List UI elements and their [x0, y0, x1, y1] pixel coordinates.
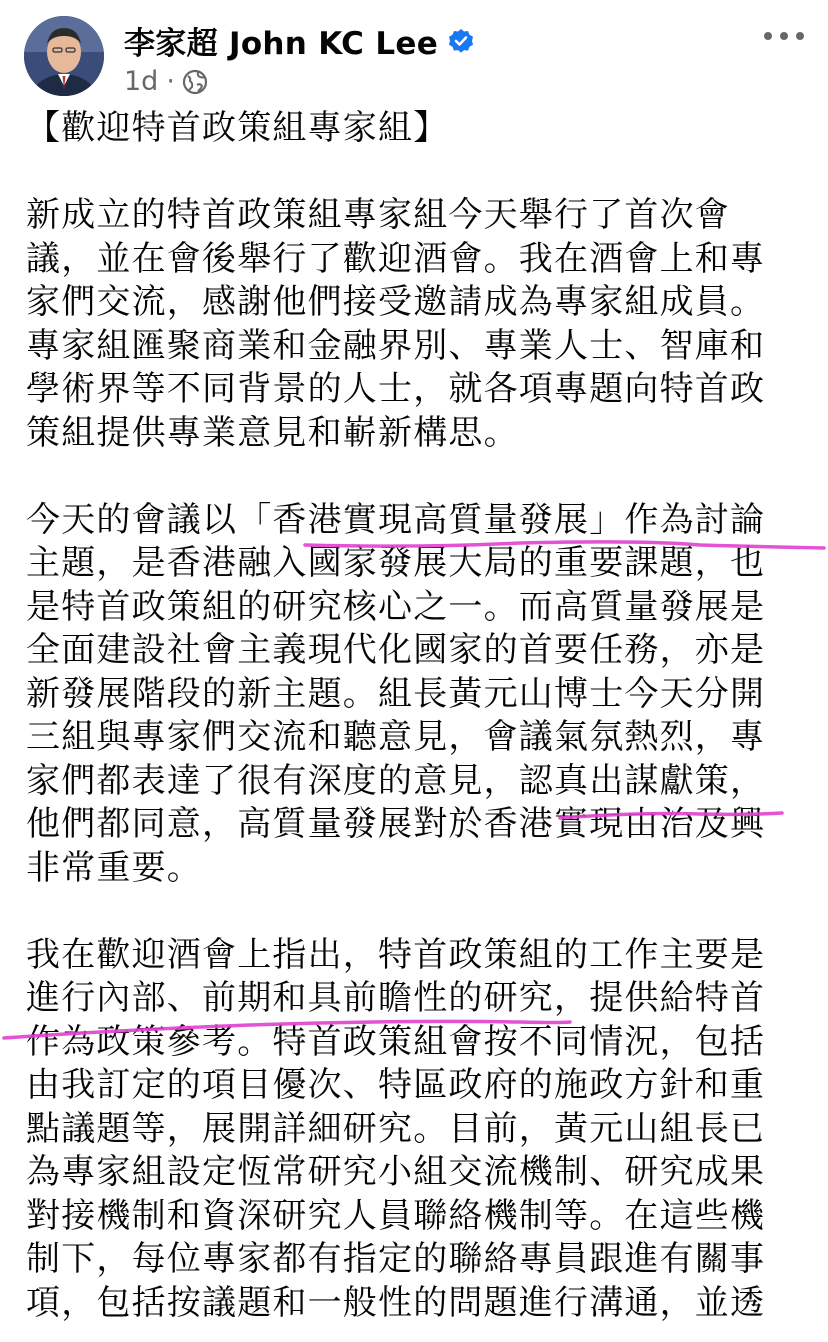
post-meta: [124, 66, 209, 97]
post-line: 學術界等不同背景的人士，就各項專題向特首政: [26, 369, 766, 409]
post-line: 全面建設社會主義現代化國家的首要任務，亦是: [26, 630, 766, 670]
post-line: 專家組匯聚商業和金融界別、專業人士、智庫和: [26, 325, 766, 366]
post-line-blank: [26, 455, 806, 499]
post-line: 主題，是香港融入國家發展大局的重要課題，也: [26, 543, 766, 583]
post-header: [0, 0, 828, 110]
post-line: 三組與專家們交流和聽意見，會議氣氛熱烈，專: [26, 717, 766, 757]
post-line: 新成立的特首政策組專家組今天舉行了首次會: [26, 195, 730, 235]
more-dot: [780, 32, 788, 40]
post-line: 策組提供專業意見和嶄新構思。: [26, 412, 519, 453]
more-options-icon[interactable]: [764, 24, 804, 48]
post-line-blank: [26, 890, 806, 934]
post-line: 進行內部、前期和具前瞻性的研究，提供給特首: [26, 978, 766, 1018]
post-line-blank: [26, 151, 806, 195]
post-line: 他們都同意，高質量發展對於香港實現由治及興: [26, 804, 766, 844]
post-line: 我在歡迎酒會上指出，特首政策組的工作主要是: [26, 934, 766, 975]
meta-separator: ·: [166, 66, 175, 97]
author-name[interactable]: [124, 18, 474, 63]
post-line: 【歡迎特首政策組專家組】: [26, 108, 449, 148]
post-line: 家們都表達了很有深度的意見，認真出謀獻策，: [26, 760, 766, 801]
post-line: 對接機制和資深研究人員聯絡機制等。在這些機: [26, 1195, 766, 1236]
avatar[interactable]: [24, 16, 104, 96]
post-line: 制下，每位專家都有指定的聯絡專員跟進有關事: [26, 1239, 766, 1279]
post-line: 家們交流，感謝他們接受邀請成為專家組成員。: [26, 282, 766, 322]
post-line: 為專家組設定恆常研究小組交流機制、研究成果: [26, 1152, 766, 1192]
verified-badge-icon: [448, 28, 474, 54]
post-line: 由我訂定的項目優次、特區政府的施政方針和重: [26, 1065, 766, 1105]
author-name-text[interactable]: 李家超 John KC Lee: [124, 26, 439, 62]
post-line: 今天的會議以「香港實現高質量發展」作為討論: [26, 499, 766, 540]
more-dot: [796, 32, 804, 40]
avatar-portrait: [24, 16, 104, 96]
globe-icon[interactable]: [181, 68, 209, 96]
post-timestamp[interactable]: 1d: [124, 66, 159, 97]
more-dot: [764, 32, 772, 40]
post-line: 新發展階段的新主題。組長黃元山博士今天分開: [26, 673, 766, 714]
post-line: 點議題等，展開詳細研究。目前，黃元山組長已: [26, 1108, 766, 1149]
post-line: 議，並在會後舉行了歡迎酒會。我在酒會上和專: [26, 238, 766, 279]
post-line: 項，包括按議題和一般性的問題進行溝通，並透: [26, 1282, 766, 1323]
post-line: 作為政策參考。特首政策組會按不同情況，包括: [26, 1021, 766, 1062]
post-line: 非常重要。: [26, 847, 202, 888]
post-text: [26, 107, 806, 1325]
post-line: 是特首政策組的研究核心之一。而高質量發展是: [26, 586, 766, 627]
